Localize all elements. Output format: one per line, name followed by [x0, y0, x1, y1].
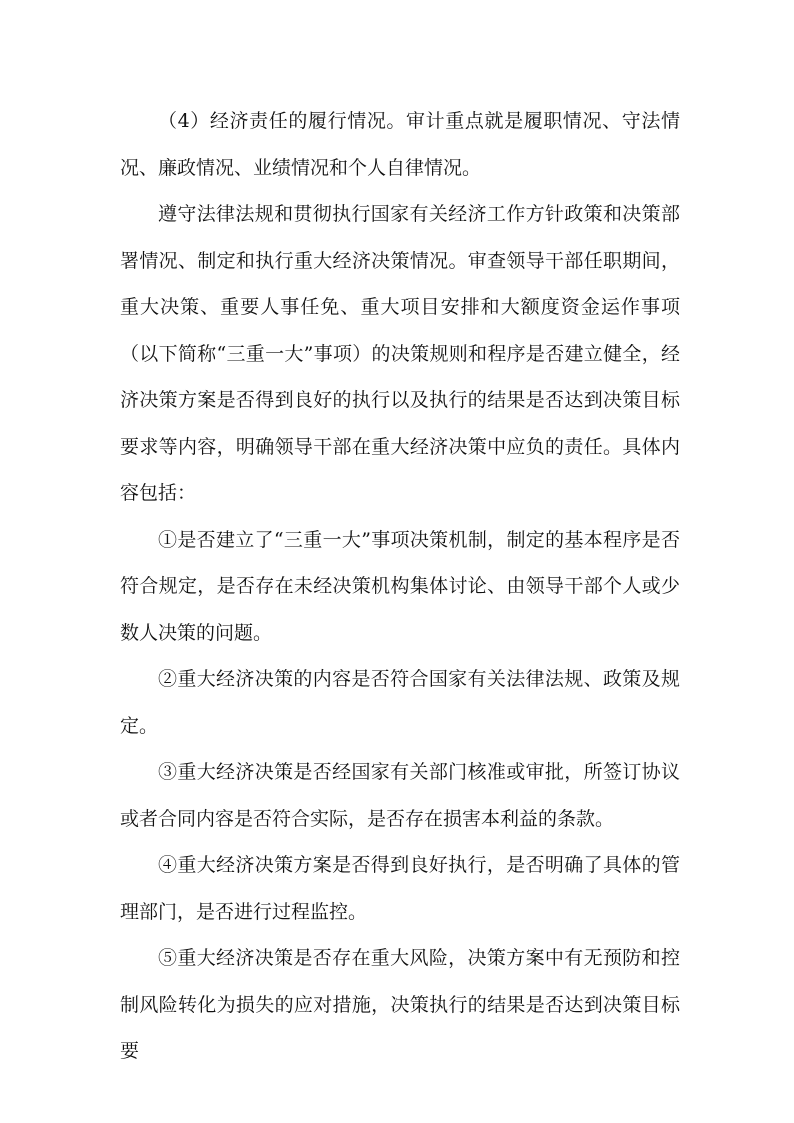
- paragraph-laws-and-decisions: 遵守法律法规和贯彻执行国家有关经济工作方针政策和决策部署情况、制定和执行重大经济决策情况。审查领导干部任职期间，重大决策、重要人事任免、重大项目安排和大额度资金运作事项（以下简称“三重一大”事项）的决策规则和程序是否建立健全，经济决策方案是否得到良好的执行以及执行的结果是否达到决策目标要求等内容，明确领导干部在重大经济决策中应负的责任。具体内容包括：: [120, 203, 680, 504]
- paragraph-item-4: ④重大经济决策方案是否得到良好执行，是否明确了具体的管理部门，是否进行过程监控。: [120, 854, 680, 923]
- paragraph-item-2: ②重大经济决策的内容是否符合国家有关法律法规、政策及规定。: [120, 668, 680, 737]
- paragraph-item-1: ①是否建立了“三重一大”事项决策机制，制定的基本程序是否符合规定，是否存在未经决策机构集体讨论、由领导干部个人或少数人决策的问题。: [120, 528, 680, 644]
- document-body: [120, 98, 680, 1075]
- paragraph-item-5: ⑤重大经济决策是否存在重大风险，决策方案中有无预防和控制风险转化为损失的应对措施，决策执行的结果是否达到决策目标要: [120, 947, 680, 1062]
- paragraph-responsibility-performance: （4）经济责任的履行情况。审计重点就是履职情况、守法情况、廉政情况、业绩情况和个人自律情况。: [120, 110, 680, 179]
- paragraph-item-3: ③重大经济决策是否经国家有关部门核准或审批，所签订协议或者合同内容是否符合实际，是否存在损害本利益的条款。: [120, 761, 680, 830]
